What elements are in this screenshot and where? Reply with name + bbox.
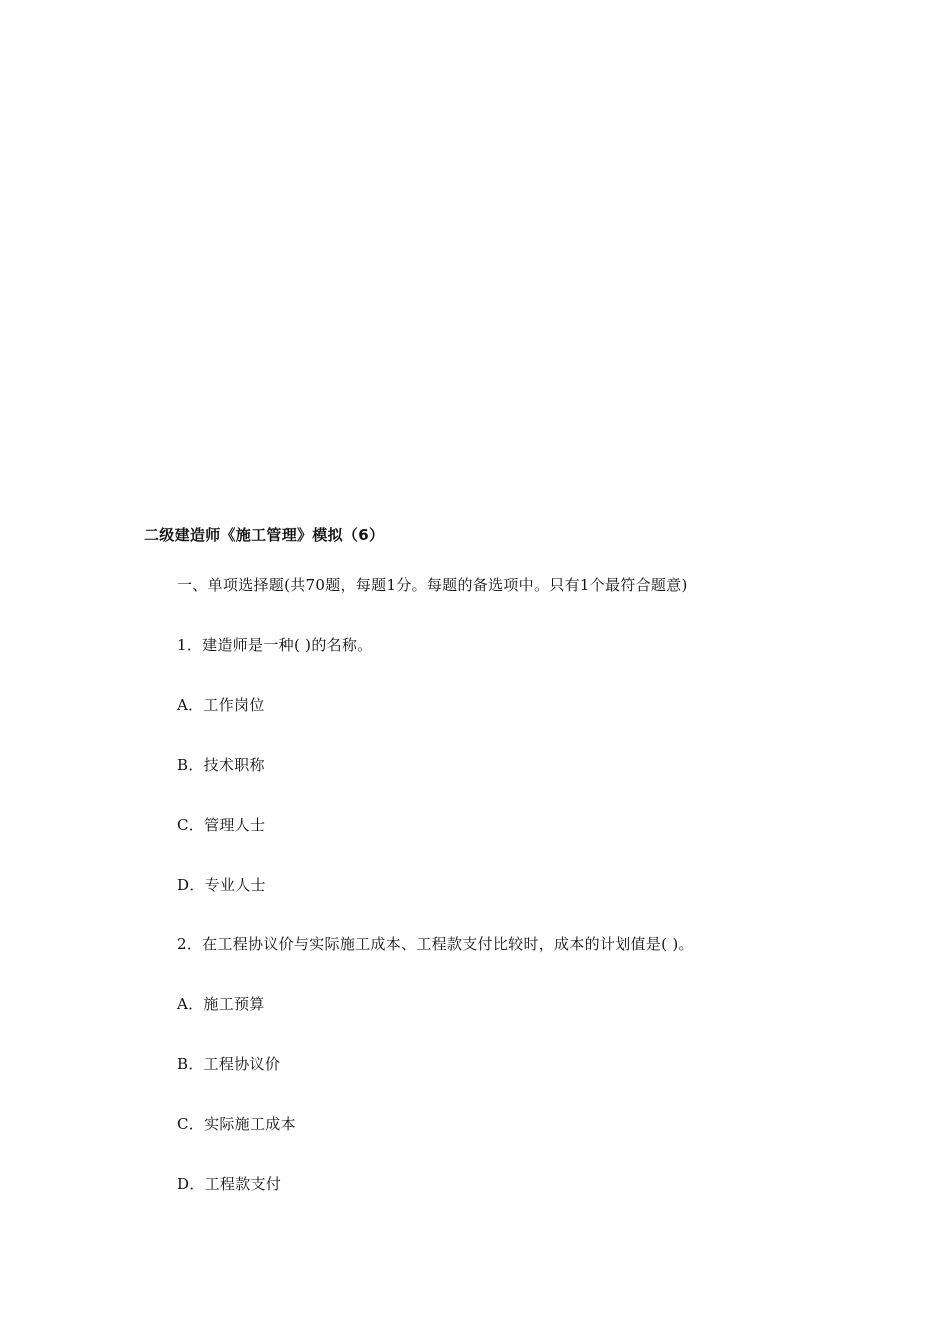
question-1-option-c: C．管理人士 — [177, 816, 266, 834]
question-1-option-a: A．工作岗位 — [177, 696, 265, 714]
question-2-option-d: D．工程款支付 — [177, 1175, 282, 1193]
question-2-option-b: B．工程协议价 — [177, 1055, 281, 1073]
question-2-stem: 2．在工程协议价与实际施工成本、工程款支付比较时，成本的计划值是( )。 — [177, 935, 694, 953]
question-1-option-b: B．技术职称 — [177, 756, 265, 774]
section-heading: 一、单项选择题(共70题，每题1分。每题的备选项中。只有1个最符合题意) — [177, 576, 688, 594]
question-1-option-d: D．专业人士 — [177, 876, 266, 894]
document-title: 二级建造师《施工管理》模拟（6） — [144, 526, 385, 544]
question-2-option-c: C．实际施工成本 — [177, 1115, 296, 1133]
question-1-stem: 1．建造师是一种( )的名称。 — [177, 636, 373, 654]
question-2-option-a: A．施工预算 — [177, 995, 265, 1013]
